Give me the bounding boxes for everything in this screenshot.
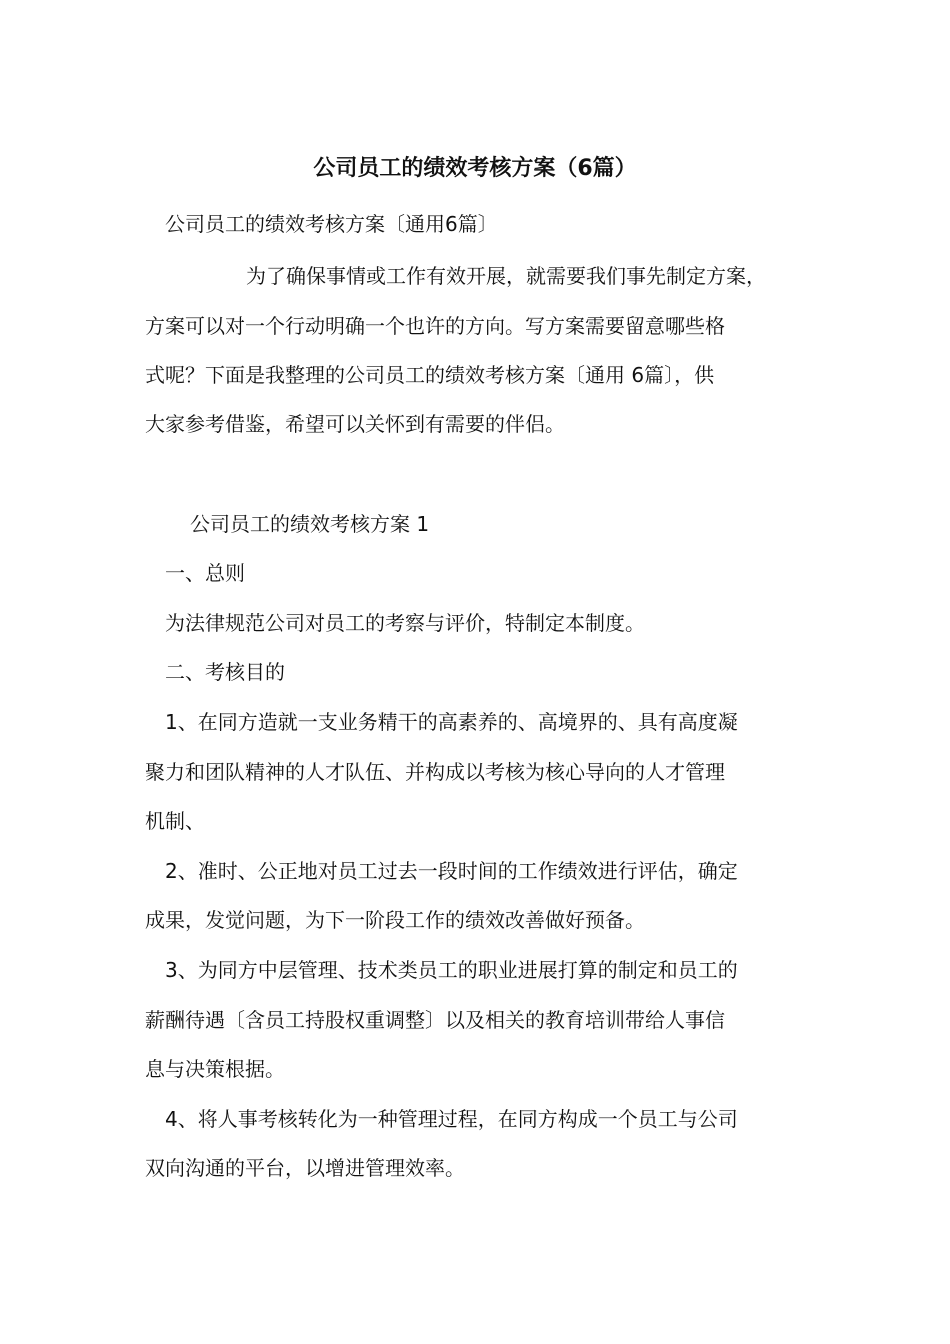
item-3-line-3: 息与决策根据。 [145,1057,285,1081]
item-3-line-2: 薪酬待遇〔含员工持股权重调整〕以及相关的教育培训带给人事信 [145,1008,725,1032]
section-heading: 公司员工的绩效考核方案 1 [190,512,430,536]
intro-line-1: 为了确保事情或工作有效开展，就需要我们事先制定方案， [246,264,766,288]
document-title: 公司员工的绩效考核方案（6篇） [313,156,637,181]
item-4-line-1: 4、将人事考核转化为一种管理过程，在同方构成一个员工与公司 [165,1107,738,1131]
item-1-line-3: 机制、 [145,809,205,833]
item-3-line-1: 3、为同方中层管理、技术类员工的职业进展打算的制定和员工的 [165,958,738,982]
item-1-line-1: 1、在同方造就一支业务精干的高素养的、高境界的、具有高度凝 [165,710,738,734]
heading-general: 一、总则 [165,561,245,585]
item-2-line-1: 2、准时、公正地对员工过去一段时间的工作绩效进行评估，确定 [165,859,738,883]
intro-line-2: 方案可以对一个行动明确一个也许的方向。写方案需要留意哪些格 [145,314,725,338]
item-2-line-2: 成果，发觉问题，为下一阶段工作的绩效改善做好预备。 [145,908,645,932]
item-1-line-2: 聚力和团队精神的人才队伍、并构成以考核为核心导向的人才管理 [145,760,725,784]
item-4-line-2: 双向沟通的平台，以增进管理效率。 [145,1156,465,1180]
general-paragraph: 为法律规范公司对员工的考察与评价，特制定本制度。 [165,611,645,635]
intro-line-4: 大家参考借鉴，希望可以关怀到有需要的伴侣。 [145,412,565,436]
intro-line-3: 式呢？下面是我整理的公司员工的绩效考核方案〔通用 6篇〕，供 [145,363,715,387]
heading-purpose: 二、考核目的 [165,660,285,684]
document-subtitle: 公司员工的绩效考核方案〔通用6篇〕 [165,212,498,236]
